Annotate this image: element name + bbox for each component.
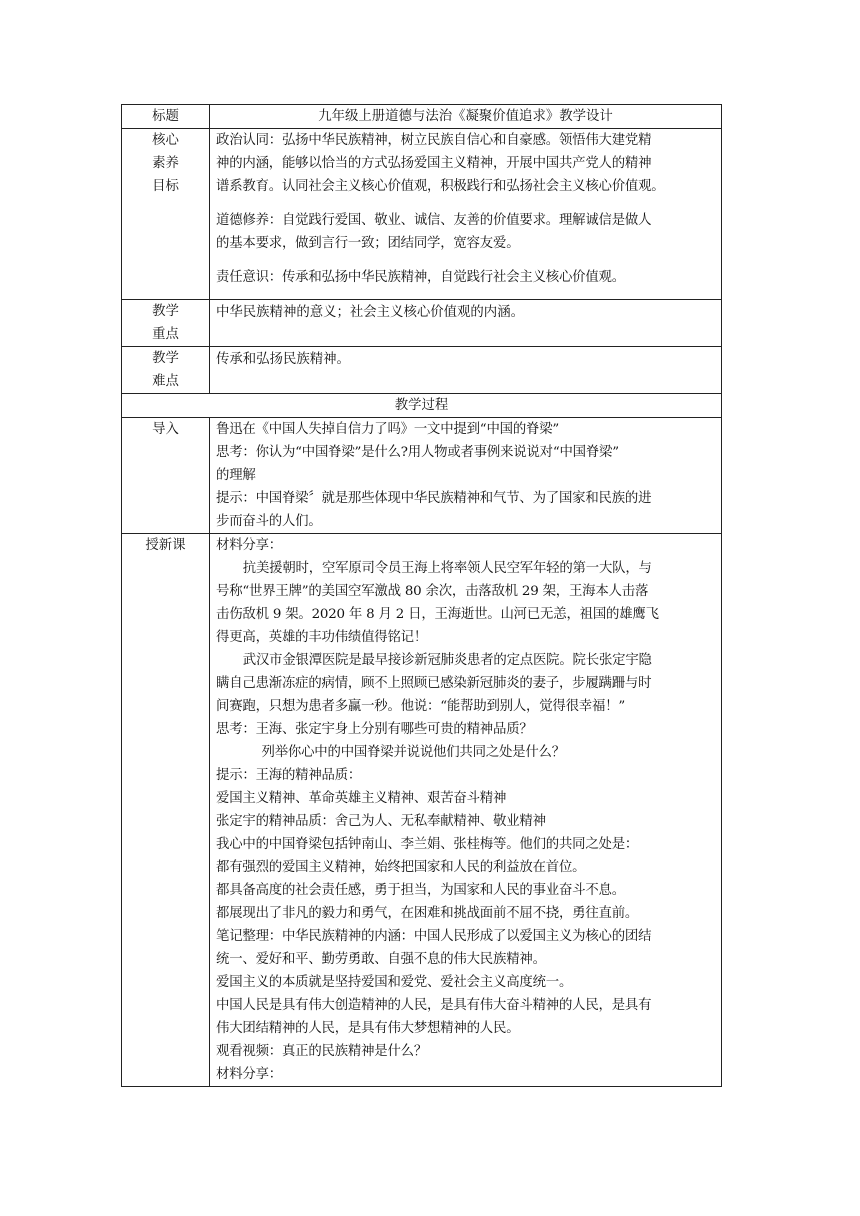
intro-content bbox=[210, 418, 722, 534]
intro-line: 思考：你认为“中国脊梁”是什么?用人物或者事例来说说对“中国脊梁” bbox=[216, 445, 619, 460]
new-lesson-line: 材料分享： bbox=[216, 538, 282, 553]
new-lesson-line: 爱国主义的本质就是坚持爱国和爱党、爱社会主义高度统一。 bbox=[216, 975, 573, 990]
new-lesson-line: 间赛跑，只想为患者多赢一秒。他说：“能帮助到别人，觉得很幸福！” bbox=[216, 699, 626, 714]
process-header-row bbox=[122, 394, 722, 418]
new-lesson-line: 得更高，英雄的丰功伟绩值得铭记！ bbox=[216, 630, 428, 645]
intro-line: 提示：中国脊梁〞就是那些体现中华民族精神和气节、为了国家和民族的进 bbox=[216, 491, 652, 506]
difficulties-value bbox=[210, 347, 722, 394]
new-lesson-line: 观看视频：真正的民族精神是什么？ bbox=[216, 1044, 428, 1059]
intro-label: 导入 bbox=[122, 418, 210, 534]
new-lesson-line: 瞒自己患渐冻症的病情，顾不上照顾已感染新冠肺炎的妻子，步履蹒跚与时 bbox=[216, 676, 652, 691]
key-points-text: 中华民族精神的意义；社会主义核心价值观的内涵。 bbox=[216, 305, 524, 320]
new-lesson-label: 授新课 bbox=[122, 534, 210, 1087]
new-lesson-line: 都具备高度的社会责任感，勇于担当，为国家和人民的事业奋斗不息。 bbox=[216, 883, 625, 898]
new-lesson-line: 武汉市金银潭医院是最早接诊新冠肺炎患者的定点医院。院长张定宇隐 bbox=[242, 653, 652, 668]
moral-line: 的基本要求，做到言行一致；团结同学，宽容友爱。 bbox=[216, 236, 520, 251]
key-points-row bbox=[122, 300, 722, 347]
intro-row bbox=[122, 418, 722, 534]
process-header: 教学过程 bbox=[122, 394, 722, 418]
new-lesson-line: 提示：王海的精神品质： bbox=[216, 768, 362, 783]
difficulties-text: 传承和弘扬民族精神。 bbox=[216, 352, 350, 367]
political-line: 政治认同：弘扬中华民族精神，树立民族自信心和自豪感。领悟伟大建党精 bbox=[216, 133, 652, 148]
label-line: 教学 bbox=[152, 351, 179, 366]
intro-line: 的理解 bbox=[216, 468, 256, 483]
title-row bbox=[122, 105, 722, 129]
label-line: 核心 bbox=[152, 133, 179, 148]
intro-line: 步而奋斗的人们。 bbox=[216, 514, 322, 529]
new-lesson-line: 击伤敌机 9 架。2020 年 8 月 2 日，王海逝世。山河已无恙，祖国的雄鹰飞 bbox=[216, 607, 659, 622]
new-lesson-line: 思考：王海、张定宇身上分别有哪些可贵的精神品质？ bbox=[216, 722, 533, 737]
label-line: 重点 bbox=[152, 327, 179, 342]
core-goals-content bbox=[210, 129, 722, 300]
key-points-label bbox=[122, 300, 210, 347]
core-goals-row bbox=[122, 129, 722, 300]
new-lesson-content bbox=[210, 534, 722, 1087]
new-lesson-line: 号称“世界王牌”的美国空军激战 80 余次，击落敌机 29 架，王海本人击落 bbox=[216, 584, 649, 599]
key-points-value bbox=[210, 300, 722, 347]
new-lesson-line: 笔记整理：中华民族精神的内涵：中国人民形成了以爱国主义为核心的团结 bbox=[216, 929, 652, 944]
core-goals-label bbox=[122, 129, 210, 300]
new-lesson-row bbox=[122, 534, 722, 1087]
difficulties-row bbox=[122, 347, 722, 394]
title-label: 标题 bbox=[122, 105, 210, 129]
new-lesson-line: 伟大团结精神的人民，是具有伟大梦想精神的人民。 bbox=[216, 1021, 520, 1036]
new-lesson-line: 列举你心中的中国脊梁并说说他们共同之处是什么？ bbox=[261, 745, 565, 760]
label-line: 素养 bbox=[152, 156, 179, 171]
new-lesson-line: 我心中的中国脊梁包括钟南山、李兰娟、张桂梅等。他们的共同之处是： bbox=[216, 837, 639, 852]
political-line: 神的内涵，能够以恰当的方式弘扬爱国主义精神，开展中国共产党人的精神 bbox=[216, 156, 652, 171]
responsibility-line: 责任意识：传承和弘扬中华民族精神，自觉践行社会主义核心价值观。 bbox=[216, 270, 625, 285]
new-lesson-line: 爱国主义精神、革命英雄主义精神、艰苦奋斗精神 bbox=[216, 791, 507, 806]
new-lesson-line: 抗美援朝时，空军原司令员王海上将率领人民空军年轻的第一大队，与 bbox=[242, 561, 652, 576]
new-lesson-line: 中国人民是具有伟大创造精神的人民，是具有伟大奋斗精神的人民，是具有 bbox=[216, 998, 652, 1013]
new-lesson-line: 都展现出了非凡的毅力和勇气，在困难和挑战面前不屈不挠，勇往直前。 bbox=[216, 906, 639, 921]
label-line: 教学 bbox=[152, 304, 179, 319]
political-line: 谱系教育。认同社会主义核心价值观，积极践行和弘扬社会主义核心价值观。 bbox=[216, 179, 665, 194]
new-lesson-line: 张定宇的精神品质：舍己为人、无私奉献精神、敬业精神 bbox=[216, 814, 546, 829]
new-lesson-line: 都有强烈的爱国主义精神，始终把国家和人民的利益放在首位。 bbox=[216, 860, 586, 875]
difficulties-label bbox=[122, 347, 210, 394]
intro-line: 鲁迅在《中国人失掉自信力了吗》一文中提到“中国的脊梁” bbox=[216, 422, 560, 437]
moral-line: 道德修养：自觉践行爱国、敬业、诚信、友善的价值要求。理解诚信是做人 bbox=[216, 213, 652, 228]
title-value: 九年级上册道德与法治《凝聚价值追求》教学设计 bbox=[210, 105, 722, 129]
label-line: 目标 bbox=[152, 179, 179, 194]
label-line: 难点 bbox=[152, 374, 179, 389]
lesson-plan-table bbox=[121, 104, 722, 1087]
new-lesson-line: 材料分享： bbox=[216, 1067, 282, 1082]
new-lesson-line: 统一、爱好和平、勤劳勇敢、自强不息的伟大民族精神。 bbox=[216, 952, 546, 967]
